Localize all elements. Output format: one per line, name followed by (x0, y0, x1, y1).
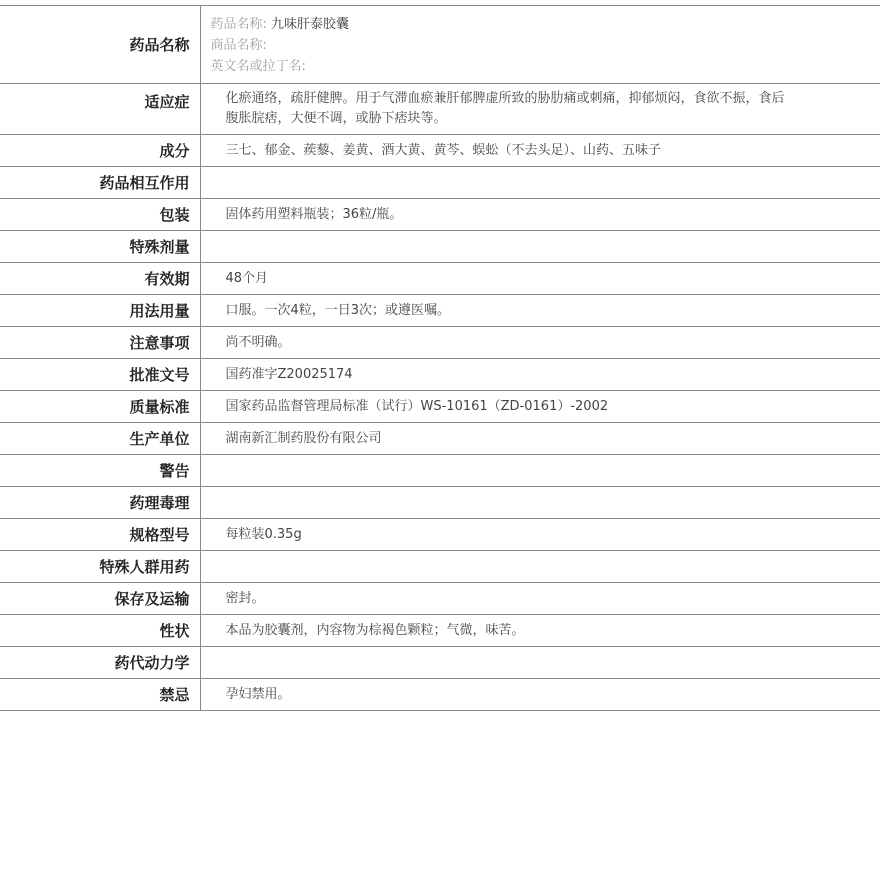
row-value (200, 455, 880, 487)
table-row-approval-number (0, 359, 880, 391)
row-label: 质量标准 (0, 391, 200, 423)
row-label: 特殊人群用药 (0, 551, 200, 583)
drug-name-value: 九味肝泰胶囊 (271, 17, 350, 32)
row-value: 固体药用塑料瓶装；36粒/瓶。 (200, 199, 880, 231)
row-label: 批准文号 (0, 359, 200, 391)
row-value: 本品为胶囊剂，内容物为棕褐色颗粒；气微，味苦。 (200, 615, 880, 647)
row-label: 保存及运输 (0, 583, 200, 615)
row-label: 包装 (0, 199, 200, 231)
row-value: 三七、郁金、蒺藜、姜黄、酒大黄、黄芩、蜈蚣（不去头足）、山药、五味子 (200, 135, 880, 167)
row-value (200, 551, 880, 583)
row-value: 48个月 (200, 263, 880, 295)
row-label: 药理毒理 (0, 487, 200, 519)
row-value (200, 647, 880, 679)
row-value (200, 167, 880, 199)
row-value: 尚不明确。 (200, 327, 880, 359)
table-row-specification (0, 519, 880, 551)
row-label: 药品相互作用 (0, 167, 200, 199)
row-label: 有效期 (0, 263, 200, 295)
table-row-special-dosage (0, 231, 880, 263)
table-row-quality-standard (0, 391, 880, 423)
drug-name-label: 药品名称: (210, 17, 267, 32)
trade-name-line (211, 35, 880, 56)
row-label: 药品名称 (0, 6, 200, 84)
table-row-drug-name (0, 6, 880, 84)
row-label: 用法用量 (0, 295, 200, 327)
row-label: 生产单位 (0, 423, 200, 455)
row-label: 注意事项 (0, 327, 200, 359)
row-value: 口服。一次4粒，一日3次；或遵医嘱。 (200, 295, 880, 327)
table-row-packaging (0, 199, 880, 231)
row-value: 国药准字Z20025174 (200, 359, 880, 391)
row-value: 湖南新汇制药股份有限公司 (200, 423, 880, 455)
english-name-label: 英文名或拉丁名: (210, 59, 306, 74)
english-name-line (211, 56, 880, 77)
drug-name-line (211, 14, 880, 35)
row-value: 每粒装0.35g (200, 519, 880, 551)
table-row-warning (0, 455, 880, 487)
table-row-special-populations (0, 551, 880, 583)
table-row-interactions (0, 167, 880, 199)
row-value: 国家药品监督管理局标准（试行）WS-10161（ZD-0161）-2002 (200, 391, 880, 423)
row-value (200, 231, 880, 263)
row-label: 警告 (0, 455, 200, 487)
table-row-dosage (0, 295, 880, 327)
table-row-indications (0, 84, 880, 135)
table-row-manufacturer (0, 423, 880, 455)
row-value: 孕妇禁用。 (200, 679, 880, 711)
drug-info-table (0, 6, 880, 711)
table-row-pharmacokinetics (0, 647, 880, 679)
row-label: 规格型号 (0, 519, 200, 551)
row-label: 药代动力学 (0, 647, 200, 679)
table-row-precautions (0, 327, 880, 359)
table-row-shelf-life (0, 263, 880, 295)
row-label: 适应症 (0, 84, 200, 135)
drug-names-cell (200, 6, 880, 84)
table-row-pharmacology (0, 487, 880, 519)
row-label: 性状 (0, 615, 200, 647)
table-row-appearance (0, 615, 880, 647)
trade-name-label: 商品名称: (210, 38, 267, 53)
row-label: 成分 (0, 135, 200, 167)
row-value: 密封。 (200, 583, 880, 615)
row-value (200, 487, 880, 519)
row-label: 特殊剂量 (0, 231, 200, 263)
table-row-contraindications (0, 679, 880, 711)
row-label: 禁忌 (0, 679, 200, 711)
table-row-storage (0, 583, 880, 615)
row-value: 化瘀通络，疏肝健脾。用于气滞血瘀兼肝郁脾虚所致的胁肋痛或刺痛，抑郁烦闷，食欲不振，食后腹胀脘痞，大便不调，或胁下痞块等。 (200, 84, 880, 135)
table-row-ingredients (0, 135, 880, 167)
